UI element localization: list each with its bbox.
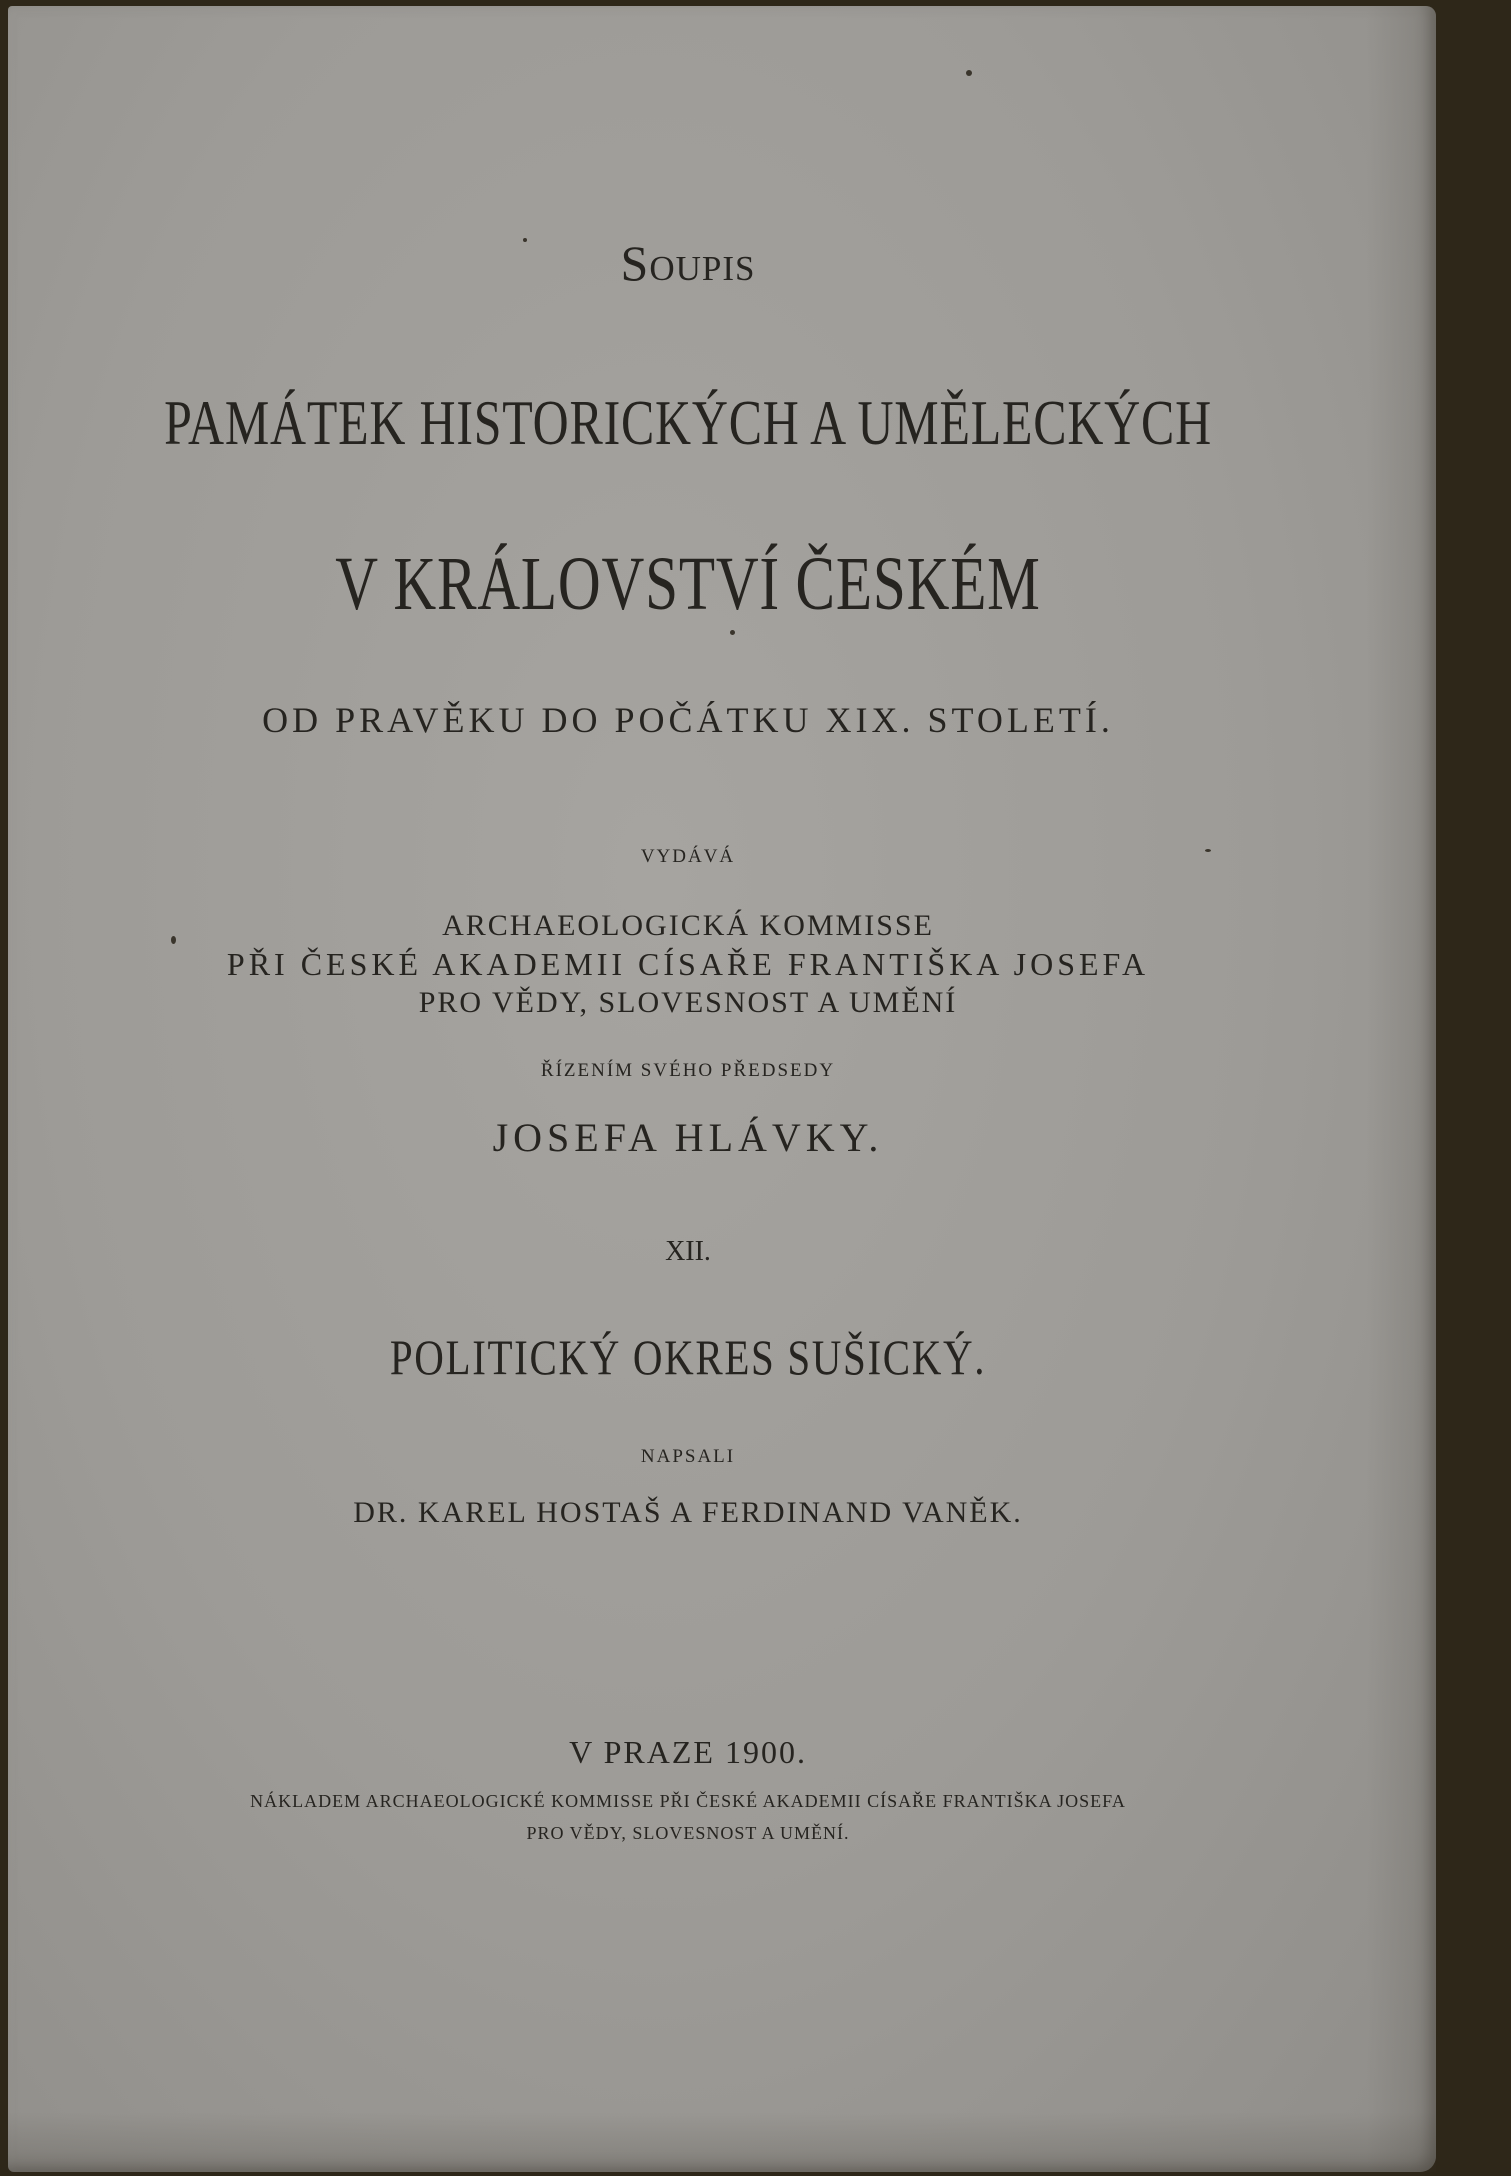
- publisher-line3: PRO VĚDY, SLOVESNOST A UMĚNÍ: [418, 986, 958, 1019]
- subtitle: OD PRAVĚKU DO POČÁTKU XIX. STOLETÍ.: [262, 700, 1114, 740]
- chairman-name: JOSEFA HLÁVKY.: [492, 1115, 884, 1160]
- paper-speck: [171, 936, 176, 944]
- place-and-year: V PRAZE 1900.: [569, 1734, 807, 1770]
- imprint-line1: NÁKLADEM ARCHAEOLOGICKÉ KOMMISSE PŘI ČESKÉ AKADEMII CÍSAŘE FRANTIŠKA JOSEFA: [250, 1791, 1126, 1811]
- district-title: POLITICKÝ OKRES SUŠICKÝ.: [389, 1329, 987, 1385]
- paper-speck: [730, 630, 735, 635]
- published-by-label: VYDÁVÁ: [640, 846, 736, 867]
- book-cover: [8, 6, 1436, 2172]
- direction-label: ŘÍZENÍM SVÉHO PŘEDSEDY: [540, 1060, 836, 1081]
- volume-number: XII.: [665, 1236, 711, 1267]
- cover-edge-shadow: [1366, 6, 1436, 2172]
- publisher-line1: ARCHAEOLOGICKÁ KOMMISSE: [442, 909, 934, 942]
- series-title: Soupis: [620, 235, 756, 291]
- imprint-line2: PRO VĚDY, SLOVESNOST A UMĚNÍ.: [526, 1823, 850, 1843]
- paper-speck: [966, 70, 972, 76]
- cover-bottom-shadow: [8, 2112, 1436, 2172]
- main-title-line1: PAMÁTEK HISTORICKÝCH A UMĚLECKÝCH: [164, 387, 1212, 458]
- written-by-label: NAPSALI: [640, 1446, 736, 1467]
- paper-speck: [523, 238, 527, 242]
- authors: DR. KAREL HOSTAŠ A FERDINAND VANĚK.: [353, 1496, 1023, 1529]
- publisher-line2: PŘI ČESKÉ AKADEMII CÍSAŘE FRANTIŠKA JOSEFA: [226, 946, 1150, 982]
- paper-speck: [1205, 849, 1211, 852]
- main-title-line2: V KRÁLOVSTVÍ ČESKÉM: [335, 542, 1041, 626]
